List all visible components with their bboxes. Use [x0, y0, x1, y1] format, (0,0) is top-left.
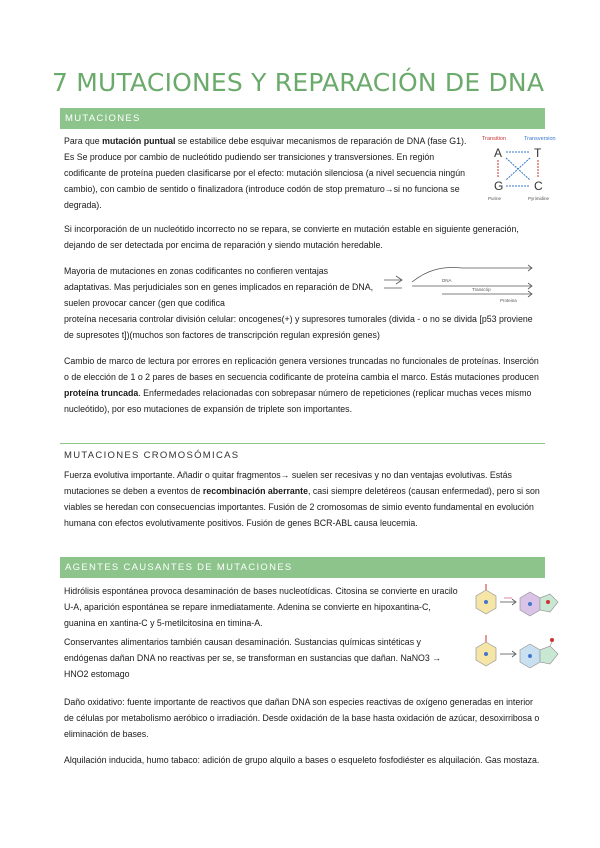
sketch-label-transcrip: Transcrip — [472, 287, 491, 292]
base-a: A — [494, 146, 503, 160]
sketch-label-proteina: Proteina — [500, 298, 517, 303]
paragraph-genes-reparacion: Mayoria de mutaciones en zonas codificantes no confieren ventajas adaptativas. Mas perjudiciales son en genes implicados en reparación de DNA, suelen provocar cancer (gen que codifica — [64, 266, 374, 308]
sketch-label-dna: DNA — [442, 278, 452, 283]
paragraph-oncogenes: proteína necesaria controlar división celular: oncogenes(+) y supresores tumorales (divida - o no se divida [p53 proviene de supresotes t])(muchos son factores de transcripción regulan expresión genes) — [64, 314, 533, 340]
section-header-mutaciones: MUTACIONES — [60, 108, 545, 129]
purine-label: Purine — [488, 196, 502, 201]
section-header-agentes: AGENTES CAUSANTES DE MUTACIONES — [60, 557, 545, 578]
paragraph-mutacion-heredable: Si incorporación de un nucleótido incorrecto no se repara, se convierte en mutación estable en siguiente generación, dejando de ser detectada por encima de reparación y siendo mutación heredable. — [64, 224, 519, 250]
base-t: T — [534, 146, 542, 160]
pyrimidine-label: Pyrimidine — [528, 196, 550, 201]
paragraph-alquilacion: Alquilación inducida, humo tabaco: adición de grupo alquilo a bases o esqueleto fosfodiéster es alquilación. Gas mostaza. — [64, 755, 540, 765]
paragraph-dano-oxidativo: Daño oxidativo: fuente importante de reactivos que dañan DNA son especies reactivas de oxígeno generadas en interior de células por metabolismo aeróbico o irradiación. Desde oxidación de la base hasta oxidación de azúcar, desoxirribosa o eliminación de bases. — [64, 697, 540, 739]
base-c: C — [534, 179, 543, 193]
page-title: 7 MUTACIONES Y REPARACIÓN DE DNA — [52, 68, 545, 97]
transversion-label: Transversion — [524, 136, 556, 142]
gene-expression-sketch — [382, 260, 542, 306]
transition-label: Transition — [482, 136, 506, 142]
paragraph-cromosomicas: Fuerza evolutiva importante. Añadir o quitar fragmentos→ suelen ser recesivas y no dan ventajas evolutivas. Estás mutaciones se deben a eventos de recombinación aberrante, casi siempre deletéreos (causan enfermedad), pero si son viables se heredan con consecuencias importantes. Fusión de 2 cromosomas de simio evento fundamental en evolución humana con efectos evolutivamente positivos. Fusión de genes BCR-ABL causa leucemia. — [64, 470, 540, 528]
section-divider — [60, 443, 545, 444]
deamination-diagram-1 — [472, 582, 564, 628]
paragraph-mutacion-puntual: Para que mutación puntual se estabilice debe esquivar mecanismos de reparación de DNA (fase G1). Es Se produce por cambio de nucleótido pudiendo ser transiciones y transversiones. En región codificante de proteína pueden clasificarse por el efecto: mutación silenciosa (a nivel secuencia ningún cambio), con cambio de sentido o finalizadora (introduce codón de stop prematuro→si no funciona se degrada). — [64, 136, 467, 210]
paragraph-conservantes: Conservantes alimentarios también causan desaminación. Sustancias químicas sintéticas y endógenas dañan DNA no reactivas per se, se transforman en sustancias que dañan. NaNO3 → HNO2 estomago — [64, 637, 442, 679]
transition-transversion-diagram — [482, 132, 564, 204]
paragraph-marco-lectura: Cambio de marco de lectura por errores en replicación genera versiones truncadas no funcionales de proteínas. Inserción o de elección de 1 o 2 pares de bases en secuencia codificante de proteína cambia el marco. Estás mutaciones producen proteína truncada. Enfermedades relacionadas con sobrepasar número de repeticiones (replicar muchas veces mismo nucleótido), por eso mutaciones de expansión de triplete son importantes. — [64, 356, 539, 414]
deamination-diagram-2 — [472, 632, 564, 678]
base-g: G — [494, 179, 504, 193]
section-header-cromosomicas: MUTACIONES CROMOSÓMICAS — [64, 450, 240, 461]
paragraph-hidrolisis: Hidrólisis espontánea provoca desaminación de bases nucleotídicas. Citosina se convierte en uracilo U-A, aparición espontánea se repare inmediatamente. Adenina se convierte en hipoxantina-C, guanina en xantina-C y 5-metilcitosina en timina-A. — [64, 586, 458, 628]
